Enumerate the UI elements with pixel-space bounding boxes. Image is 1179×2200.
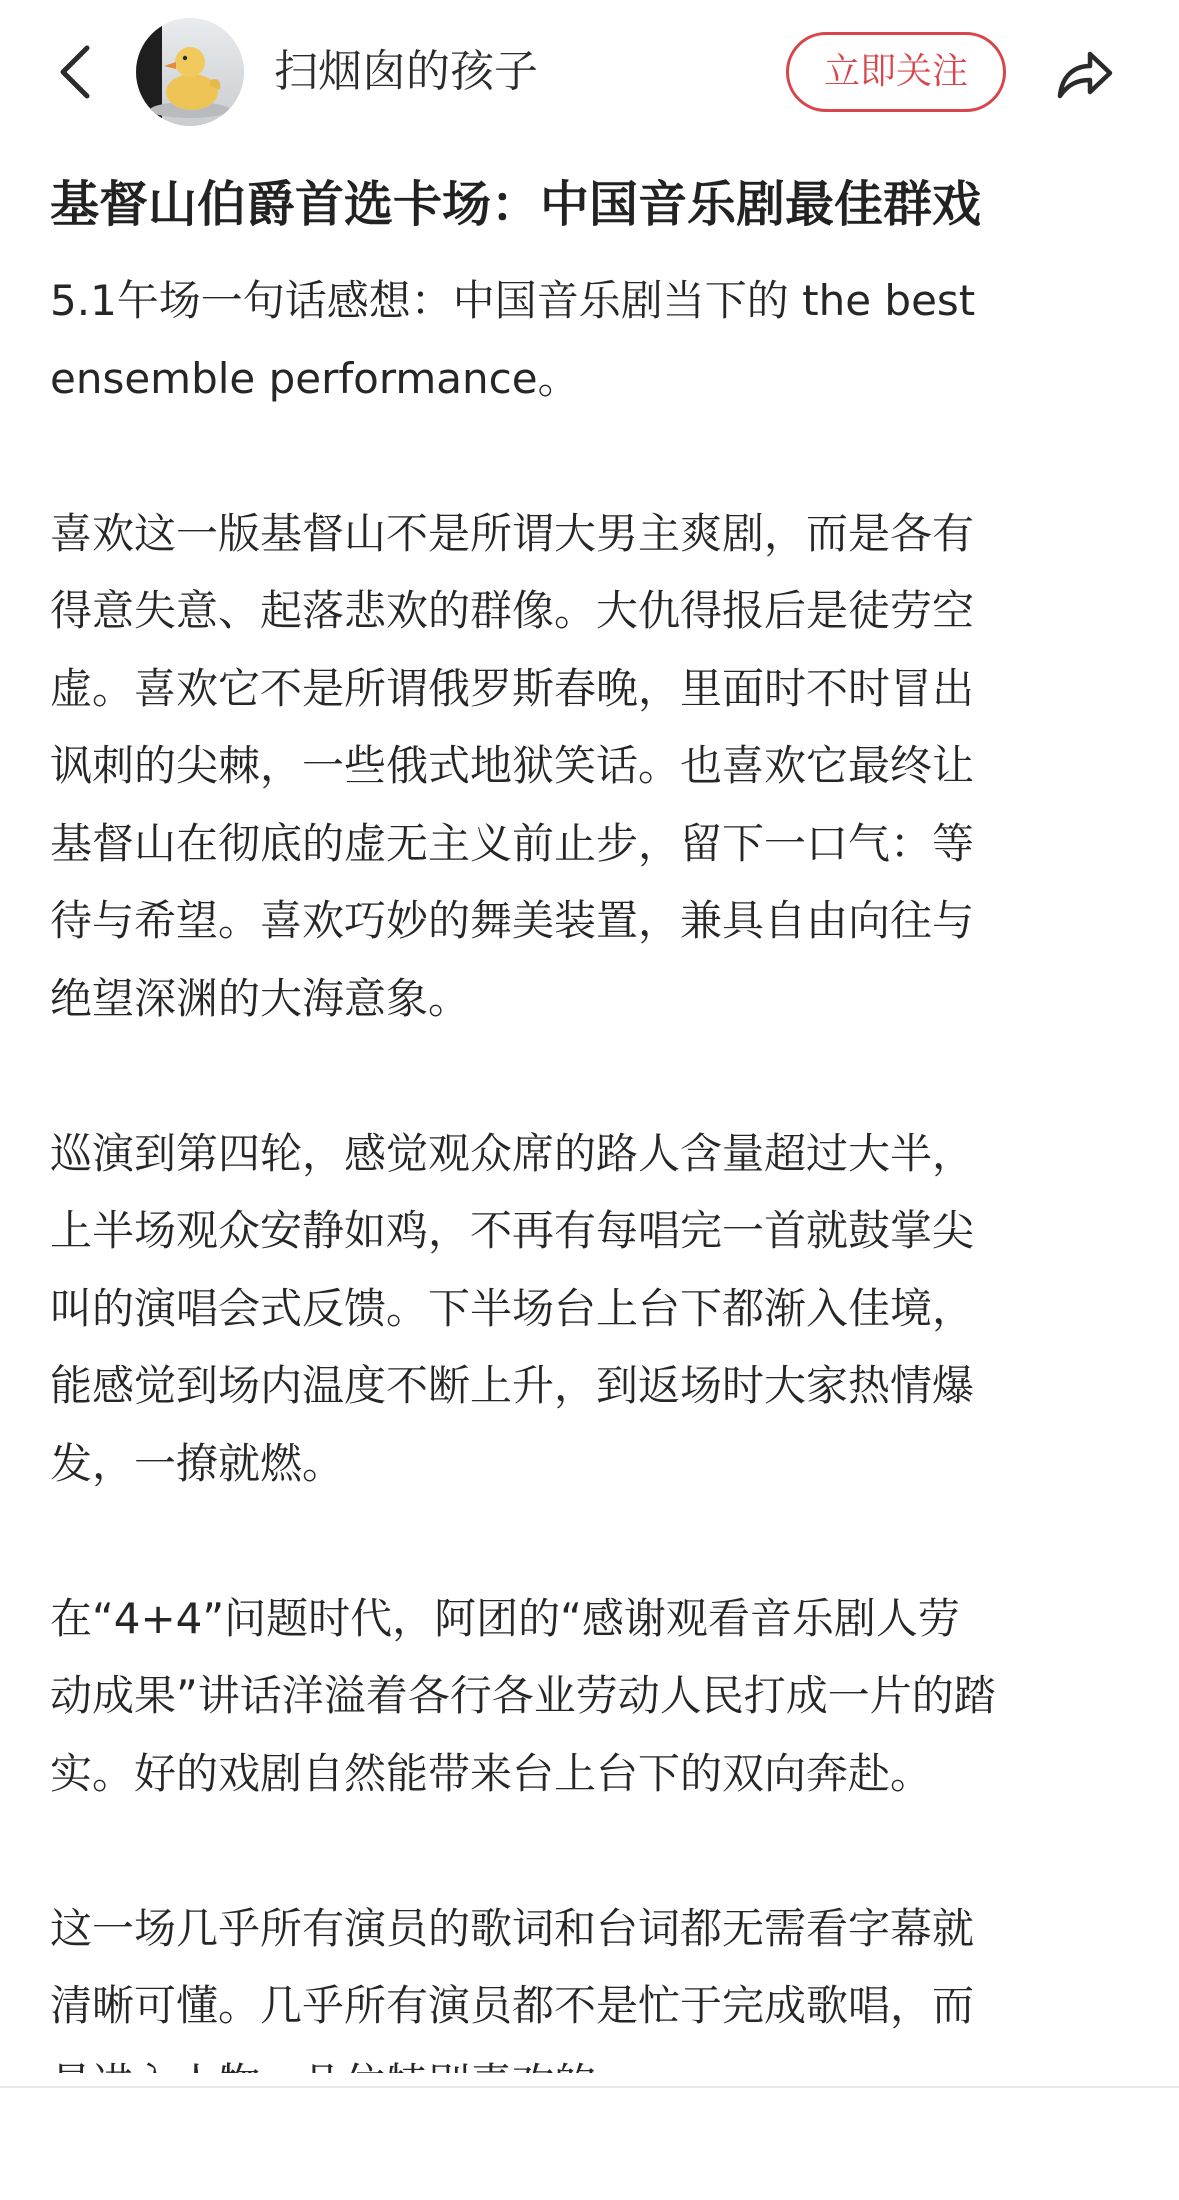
paragraph-line: 发，一撩就燃。 <box>50 1438 345 1488</box>
paragraph-line: 得意失意、起落悲欢的群像。大仇得报后是徒劳空 <box>50 586 975 635</box>
paragraph-line: 巡演到第四轮，感觉观众席的路人含量超过大半， <box>50 1128 975 1178</box>
author-name[interactable]: 扫烟囱的孩子 <box>274 46 538 97</box>
paragraph-line: 喜欢这一版基督山不是所谓大男主爽剧，而是各有 <box>50 508 975 558</box>
paragraph-line: 绝望深渊的大海意象。 <box>50 973 471 1023</box>
paragraph-line: 基督山在彻底的虚无主义前止步，留下一口气：等 <box>50 818 975 868</box>
paragraph-line: 虚。喜欢它不是所谓俄罗斯春晚，里面时不时冒出 <box>50 663 975 713</box>
article-title: 基督山伯爵首选卡场：中国音乐剧最佳群戏 <box>50 176 982 233</box>
bottom-bar <box>0 2073 1179 2117</box>
paragraph-line: 这一场几乎所有演员的歌词和台词都无需看字幕就 <box>50 1903 975 1953</box>
paragraph-line: 5.1午场一句话感想：中国音乐剧当下的 the best <box>50 276 976 325</box>
paragraph-line: 实。好的戏剧自然能带来台上台下的双向奔赴。 <box>50 1748 933 1798</box>
paragraph-line: 清晰可懂。几乎所有演员都不是忙于完成歌唱，而 <box>50 1981 975 2030</box>
paragraph-line: 叫的演唱会式反馈。下半场台上台下都渐入佳境， <box>50 1283 975 1333</box>
paragraph-line: 待与希望。喜欢巧妙的舞美装置，兼具自由向往与 <box>50 896 975 945</box>
paragraph-line: 在“4+4”问题时代，阿团的“感谢观看音乐剧人劳 <box>50 1593 960 1643</box>
back-button[interactable] <box>40 32 110 112</box>
duck-avatar-image <box>136 18 244 126</box>
divider <box>0 2086 1179 2088</box>
paragraph-line: ensemble performance。 <box>50 353 580 403</box>
follow-button[interactable]: 立即关注 <box>786 32 1006 112</box>
paragraph-line: 讽刺的尖棘，一些俄式地狱笑话。也喜欢它最终让 <box>50 741 975 790</box>
article-paragraph <box>50 262 1128 417</box>
top-bar <box>0 0 1179 150</box>
paragraph-line: 动成果”讲话洋溢着各行各业劳动人民打成一片的踏 <box>50 1671 996 1720</box>
share-arrow-icon <box>1054 46 1114 102</box>
article-paragraph <box>50 1580 1128 1813</box>
chevron-left-icon <box>55 42 95 102</box>
paragraph-line: 能感觉到场内温度不断上升，到返场时大家热情爆 <box>50 1361 975 1410</box>
avatar[interactable] <box>136 18 244 126</box>
article-body <box>50 262 1128 2200</box>
article-paragraph <box>50 495 1128 1038</box>
share-button[interactable] <box>1044 34 1124 114</box>
article-paragraph <box>50 1115 1128 1503</box>
paragraph-line: 上半场观众安静如鸡，不再有每唱完一首就鼓掌尖 <box>50 1206 975 1255</box>
